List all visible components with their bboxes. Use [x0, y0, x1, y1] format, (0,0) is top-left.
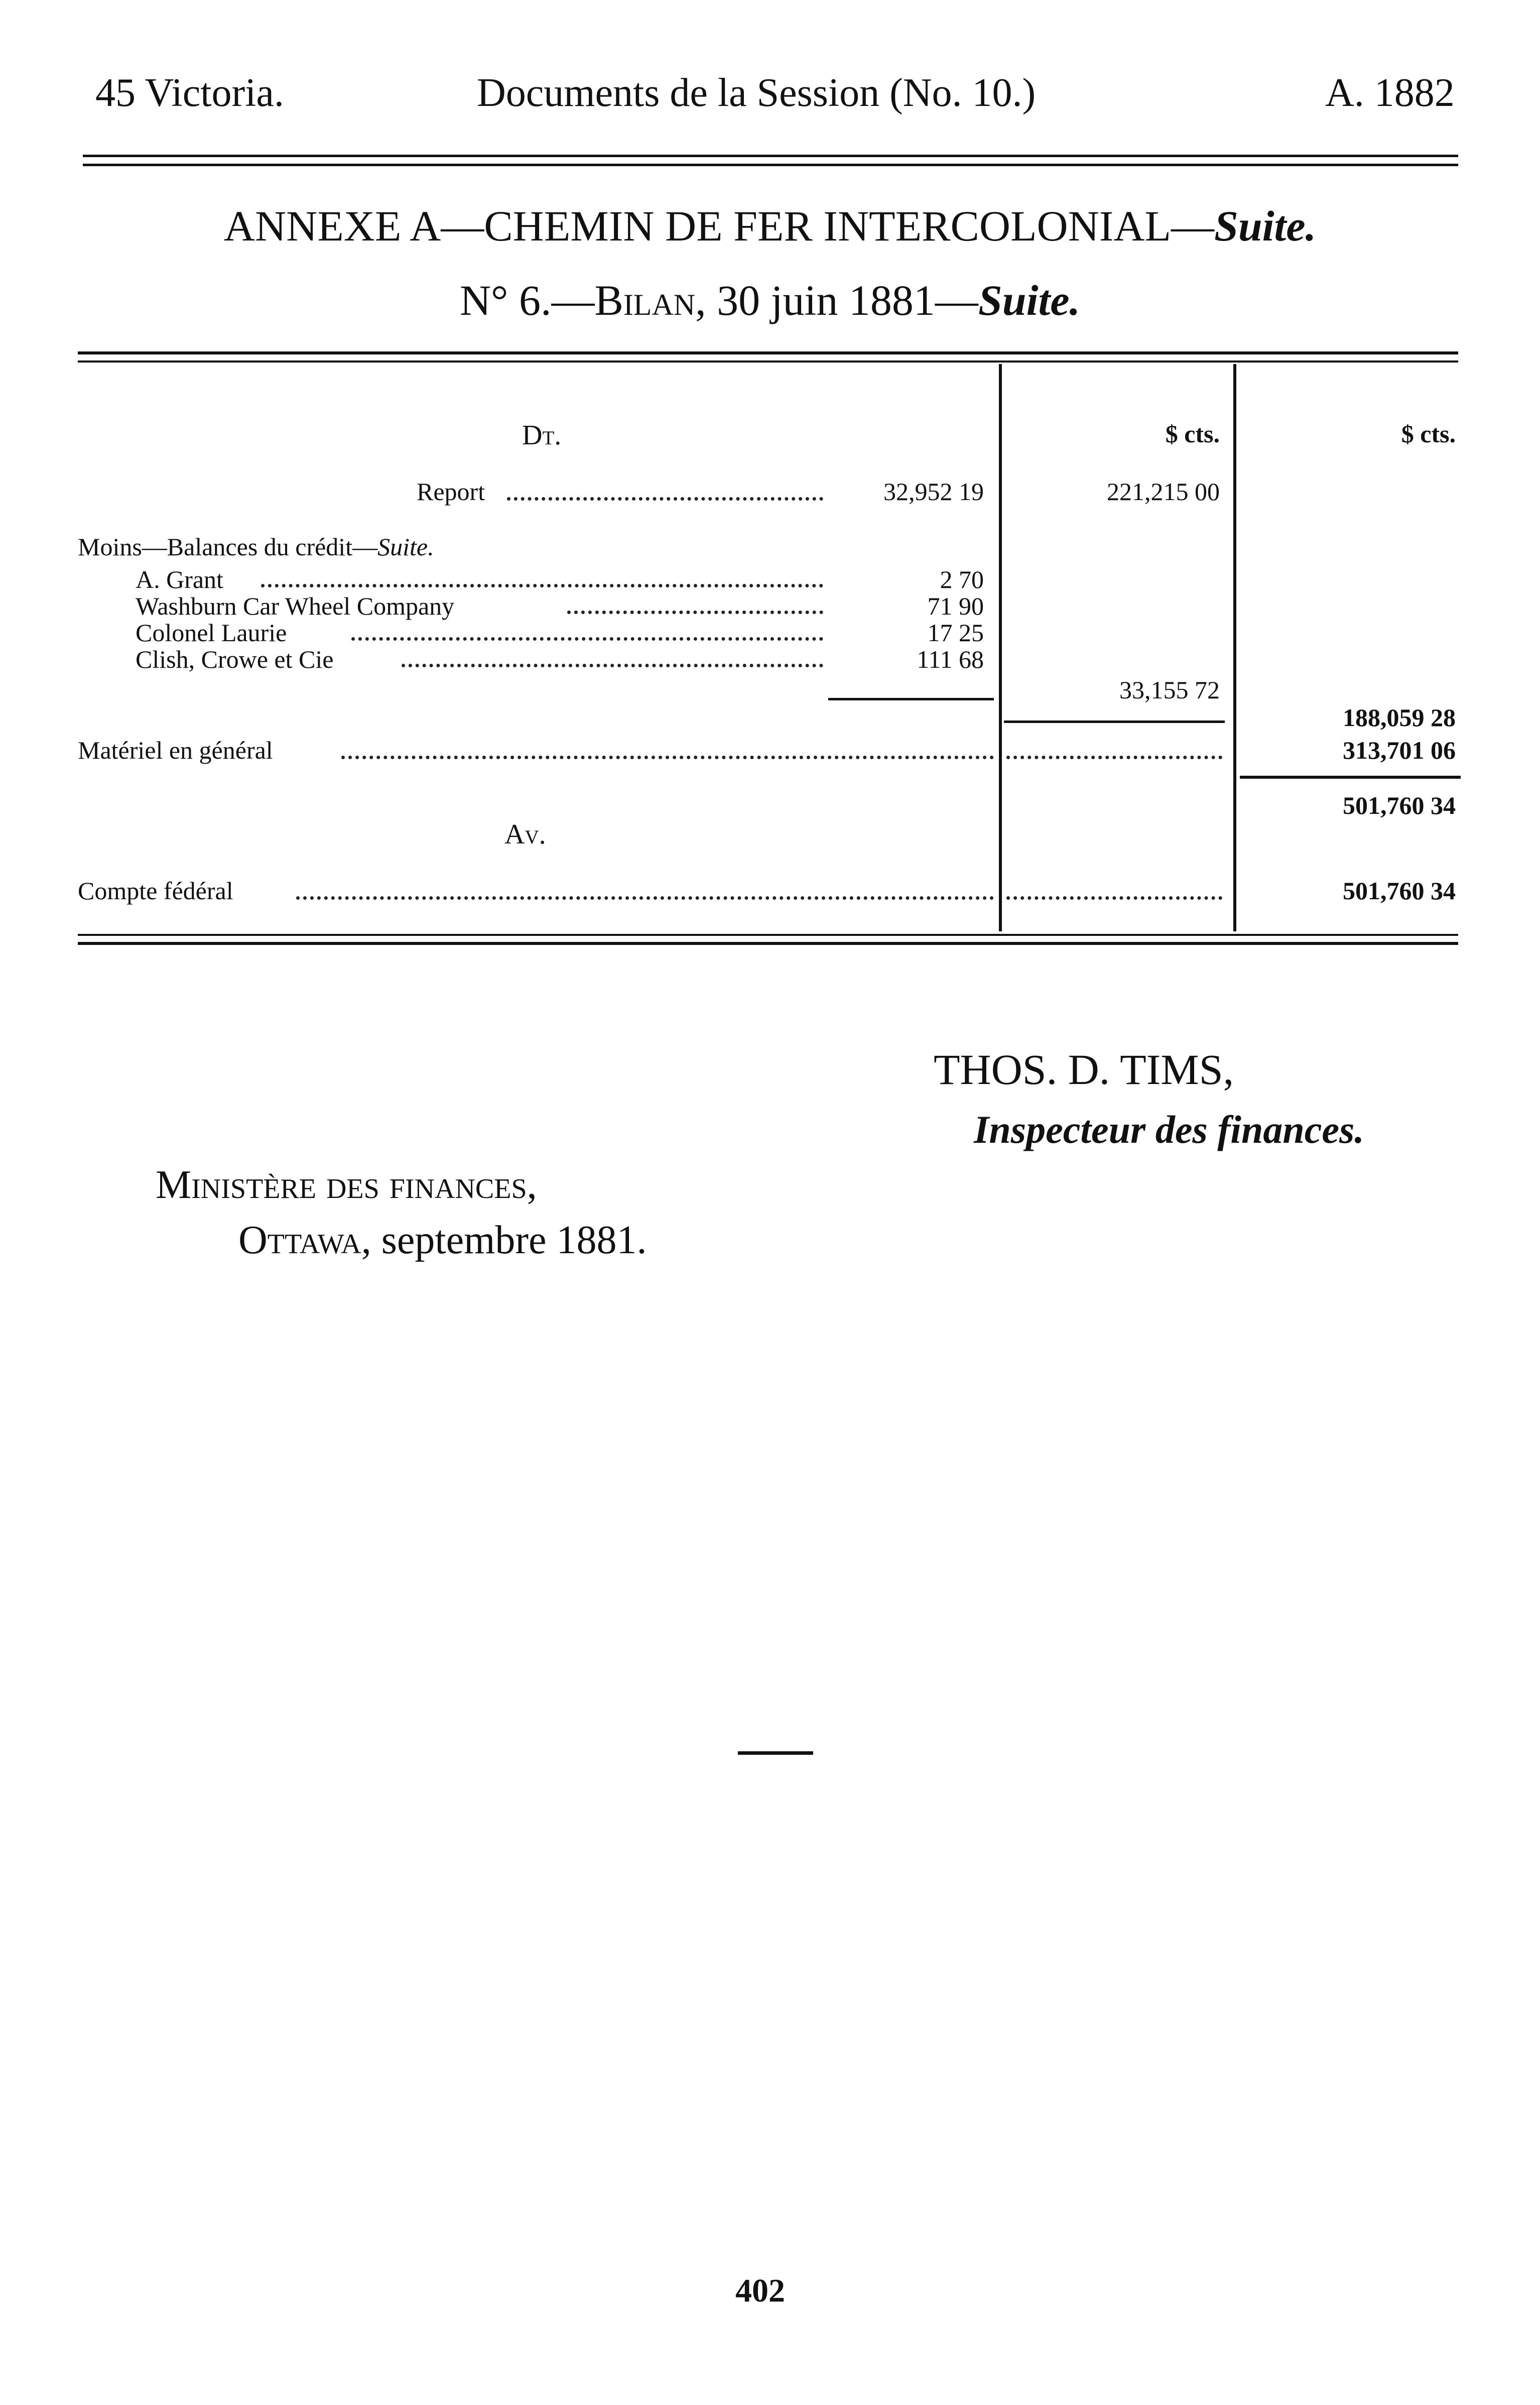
- moins-total: 33,155 72: [1119, 676, 1220, 704]
- header-rule-bottom: [83, 164, 1458, 166]
- report-label: Report: [417, 477, 485, 506]
- col2-header: $ cts.: [1165, 420, 1220, 448]
- section-title-prefix: N° 6.—: [459, 276, 595, 324]
- closing-dash: [738, 1751, 813, 1755]
- item-leader: [402, 664, 823, 667]
- materiel-leader-col2: [1006, 756, 1222, 759]
- page-number: 402: [735, 2272, 785, 2309]
- credit-heading: Av.: [504, 819, 546, 850]
- section-title: [0, 275, 1540, 325]
- annex-title-suffix: Suite.: [1214, 202, 1317, 250]
- header-left: 45 Victoria.: [95, 71, 284, 115]
- item-name: Colonel Laurie: [136, 619, 287, 647]
- report-leader: [507, 497, 823, 501]
- debit-heading: Dt.: [522, 420, 562, 451]
- compte-leader-col2: [1006, 896, 1222, 900]
- column-divider-1: [999, 364, 1002, 931]
- moins-label-suffix: Suite.: [377, 533, 434, 561]
- table-rule-bottom-2: [78, 942, 1458, 945]
- total-rule: [1240, 776, 1461, 779]
- column-divider-2: [1233, 364, 1236, 931]
- signature-role: Inspecteur des finances.: [974, 1108, 1364, 1151]
- moins-label-text: Moins—Balances du crédit—: [78, 533, 378, 561]
- table-rule-bottom-1: [78, 934, 1458, 936]
- item-leader: [261, 584, 823, 587]
- moins-label: [78, 532, 434, 561]
- materiel-leader: [341, 756, 994, 759]
- item-name: A. Grant: [136, 565, 223, 593]
- materiel-label: Matériel en général: [78, 736, 273, 764]
- annex-title: [0, 201, 1540, 251]
- debit-total: 501,760 34: [1343, 791, 1456, 819]
- col3-header: $ cts.: [1401, 420, 1456, 448]
- header-center: Documents de la Session (No. 10.): [477, 71, 1036, 115]
- report-subtotal: 32,952 19: [883, 477, 984, 506]
- compte-label: Compte fédéral: [78, 877, 233, 905]
- place-city: Ottawa: [238, 1218, 361, 1262]
- item-name: Washburn Car Wheel Company: [136, 592, 455, 620]
- materiel-value: 313,701 06: [1343, 736, 1456, 764]
- signature-name: THOS. D. TIMS,: [934, 1045, 1234, 1094]
- table-rule-top-2: [78, 360, 1458, 363]
- net-total: 188,059 28: [1343, 703, 1456, 732]
- item-value: 71 90: [927, 592, 984, 620]
- header-rule-top: [83, 155, 1458, 157]
- section-title-bilan: Bilan: [594, 276, 696, 324]
- table-rule-top-1: [78, 351, 1458, 354]
- ministry-line: Ministère des finances,: [156, 1163, 537, 1207]
- item-leader: [567, 611, 823, 614]
- item-value: 111 68: [917, 645, 984, 673]
- header-right: A. 1882: [1325, 71, 1455, 115]
- item-value: 2 70: [940, 565, 984, 593]
- place-date: , septembre 1881.: [361, 1218, 647, 1262]
- item-leader: [351, 637, 823, 641]
- subtotal-rule-1: [828, 698, 994, 700]
- section-title-main: , 30 juin 1881—: [695, 276, 978, 324]
- item-name: Clish, Crowe et Cie: [136, 645, 334, 673]
- place-date-line: [238, 1218, 647, 1263]
- section-title-suffix: Suite.: [978, 276, 1081, 324]
- compte-leader: [296, 896, 994, 900]
- annex-title-main: ANNEXE A—CHEMIN DE FER INTERCOLONIAL—: [223, 202, 1214, 250]
- compte-value: 501,760 34: [1343, 877, 1456, 905]
- report-col2: 221,215 00: [1107, 477, 1220, 506]
- subtotal-rule-2: [1004, 720, 1225, 723]
- item-value: 17 25: [927, 619, 984, 647]
